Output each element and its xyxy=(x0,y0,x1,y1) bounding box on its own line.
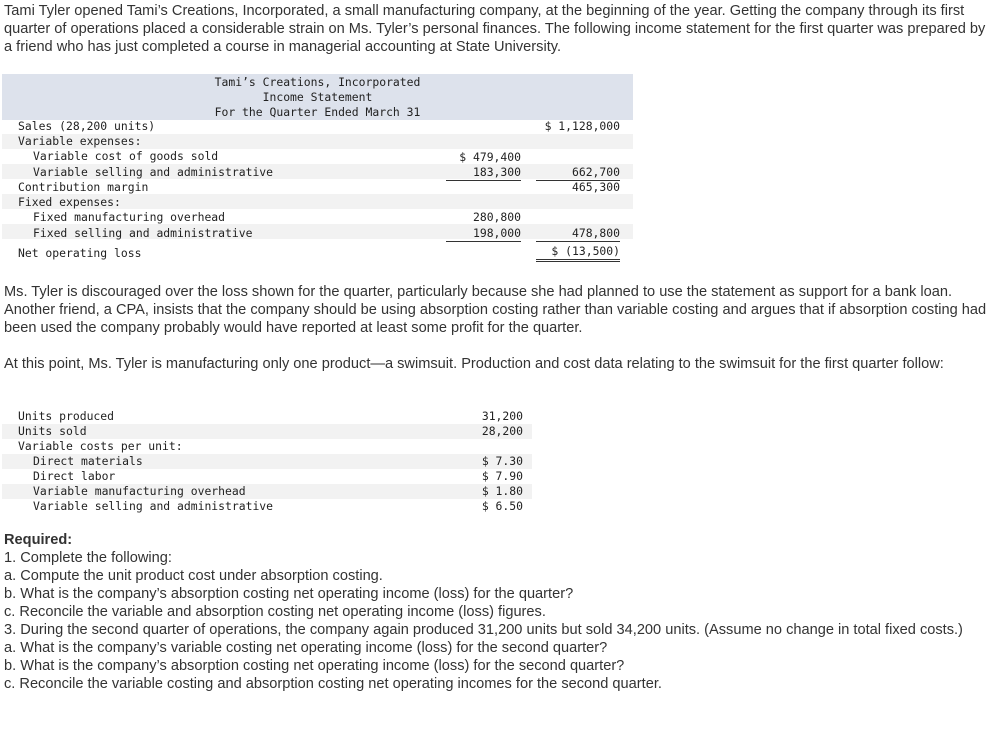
units-produced-value: 31,200 xyxy=(481,409,523,423)
net-operating-loss-value: $ (13,500) xyxy=(536,244,620,262)
contribution-margin-value: 465,300 xyxy=(571,180,620,194)
required-item: c. Reconcile the variable costing and absorption costing net operating incomes for the second quarter. xyxy=(4,676,662,692)
vsa-unit-label: Variable selling and administrative xyxy=(33,499,274,513)
fixed-total: 478,800 xyxy=(536,226,620,242)
net-operating-loss-label: Net operating loss xyxy=(18,246,142,260)
variable-costs-per-unit-label: Variable costs per unit: xyxy=(18,439,183,453)
intro-paragraph: Tami Tyler opened Tami’s Creations, Incorporated, a small manufacturing company, at the beginning of the year. Getting the company through its first quarter of operations placed a considerable strain on Ms. Tyler’s personal finances. The following income statement for the first quarter was prepared by a friend who has just completed a course in managerial accounting at State University. xyxy=(4,3,986,55)
direct-materials-label: Direct materials xyxy=(33,454,143,468)
direct-materials-value: $ 7.30 xyxy=(481,454,523,468)
required-section xyxy=(4,531,994,693)
sales-label: Sales (28,200 units) xyxy=(18,119,156,133)
required-item: a. Compute the unit product cost under absorption costing. xyxy=(4,568,383,584)
vsa-value: 183,300 xyxy=(446,165,521,181)
fixed-expenses-label: Fixed expenses: xyxy=(18,195,121,209)
paragraph-discouraged: Ms. Tyler is discouraged over the loss shown for the quarter, particularly because she had planned to use the statement as support for a bank loan. Another friend, a CPA, insists that the company should be using absorption costing rather than variable costing and argues that if absorption costing had been used the company probably would have reported at least some profit for the quarter. xyxy=(4,284,987,336)
units-sold-value: 28,200 xyxy=(481,424,523,438)
direct-labor-value: $ 7.90 xyxy=(481,469,523,483)
vcogs-value: $ 479,400 xyxy=(459,150,521,164)
required-item: b. What is the company’s absorption costing net operating income (loss) for the second quarter? xyxy=(4,658,625,674)
fsa-value: 198,000 xyxy=(446,226,521,242)
contribution-margin-label: Contribution margin xyxy=(18,180,149,194)
statement-title: Income Statement xyxy=(262,90,373,104)
statement-header xyxy=(2,74,633,120)
fmo-label: Fixed manufacturing overhead xyxy=(33,210,226,224)
vmo-value: $ 1.80 xyxy=(481,484,523,498)
required-item: 3. During the second quarter of operations, the company again produced 31,200 units but sold 34,200 units. (Assume no change in total fixed costs.) xyxy=(4,622,963,638)
required-title: Required: xyxy=(4,532,73,548)
fsa-label: Fixed selling and administrative xyxy=(33,226,253,240)
vsa-label: Variable selling and administrative xyxy=(33,165,274,179)
paragraph-production: At this point, Ms. Tyler is manufacturing only one product—a swimsuit. Production and cost data relating to the swimsuit for the first quarter follow: xyxy=(4,356,944,372)
statement-period: For the Quarter Ended March 31 xyxy=(214,105,421,119)
variable-expenses-label: Variable expenses: xyxy=(18,134,142,148)
vmo-label: Variable manufacturing overhead xyxy=(33,484,246,498)
required-item: b. What is the company’s absorption costing net operating income (loss) for the quarter? xyxy=(4,586,574,602)
variable-total: 662,700 xyxy=(536,165,620,181)
vsa-unit-value: $ 6.50 xyxy=(481,499,523,513)
units-produced-label: Units produced xyxy=(18,409,115,423)
fmo-value: 280,800 xyxy=(472,210,521,224)
vcogs-label: Variable cost of goods sold xyxy=(33,149,219,163)
sales-value: $ 1,128,000 xyxy=(544,119,620,133)
required-item: 1. Complete the following: xyxy=(4,550,172,566)
company-name: Tami’s Creations, Incorporated xyxy=(214,75,421,89)
required-item: c. Reconcile the variable and absorption costing net operating income (loss) figures. xyxy=(4,604,546,620)
units-sold-label: Units sold xyxy=(18,424,87,438)
required-item: a. What is the company’s variable costing net operating income (loss) for the second quarter? xyxy=(4,640,608,656)
direct-labor-label: Direct labor xyxy=(33,469,116,483)
